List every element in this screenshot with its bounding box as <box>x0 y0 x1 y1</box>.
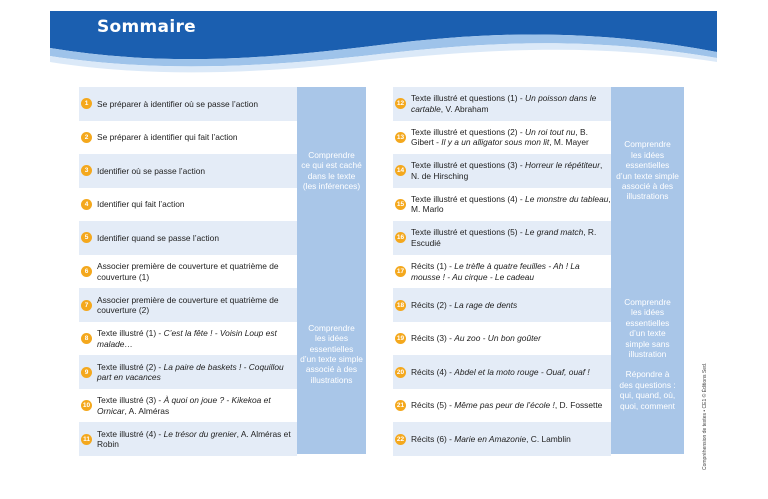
toc-item <box>393 154 611 188</box>
item-number-badge: 8 <box>81 333 92 344</box>
toc-item <box>393 288 611 322</box>
page-title: Sommaire <box>97 17 196 37</box>
item-title-prefix: Texte illustré et questions (5) - <box>411 227 526 238</box>
item-title: Se préparer à identifier qui fait l’action <box>97 132 238 143</box>
item-title-suffix2: , M. Mayer <box>549 137 589 148</box>
side-panel-narratives <box>611 254 684 454</box>
item-title-prefix: Récits (4) - <box>411 366 455 377</box>
toc-item <box>393 389 611 423</box>
toc-item <box>79 389 297 423</box>
item-title-prefix: Texte illustré et questions (2) - <box>411 126 526 137</box>
item-number-badge: 1 <box>81 98 92 109</box>
item-title <box>411 367 590 378</box>
item-title <box>411 227 611 248</box>
item-title <box>411 400 602 411</box>
item-title-prefix: Texte illustré (2) - <box>97 361 164 372</box>
item-number-badge: 20 <box>396 368 405 376</box>
item-number-badge: 15 <box>396 200 405 208</box>
item-title-italic: Un poisson dans le cartable <box>411 93 597 114</box>
item-title-italic: Horreur le répétiteur <box>525 160 600 171</box>
toc-item <box>79 322 297 356</box>
banner-wave-graphic <box>0 0 768 80</box>
toc-item <box>79 154 297 188</box>
item-title-suffix: , B. Gibert - <box>411 126 588 148</box>
header-banner <box>0 0 768 80</box>
item-title <box>97 362 297 383</box>
item-number-badge: 2 <box>81 132 92 143</box>
item-number-badge: 18 <box>396 301 405 309</box>
toc-item <box>393 188 611 222</box>
toc-item <box>393 322 611 356</box>
item-title: Associer première de couverture et quatrième de couverture (2) <box>97 294 279 316</box>
item-number-badge: 10 <box>82 402 91 410</box>
item-title <box>97 395 297 416</box>
toc-item <box>79 221 297 255</box>
item-title-italic: Le trésor du grenier <box>163 428 237 439</box>
side-panel-label: Comprendre ce qui est caché dans le texte (les inférences) <box>301 149 362 191</box>
item-title <box>411 127 611 148</box>
item-title-prefix: Récits (3) - <box>411 333 455 344</box>
item-title <box>97 328 297 349</box>
toc-item <box>79 288 297 322</box>
item-title-prefix: Texte illustré et questions (1) - <box>411 93 526 104</box>
item-title-italic: Marie en Amazonie <box>454 433 527 444</box>
toc-item <box>79 121 297 155</box>
item-title-suffix: , M. Marlo <box>411 193 611 215</box>
item-title <box>411 333 541 344</box>
item-title: Identifier quand se passe l’action <box>97 232 219 243</box>
toc-item <box>79 422 297 456</box>
toc-item <box>79 355 297 389</box>
side-panel-label: Comprendre les idées essentielles d’un texte simple associé à des illustrations <box>616 139 679 202</box>
item-title-italic: Un roi tout nu <box>525 126 576 137</box>
item-title-suffix: , R. Escudié <box>411 227 597 248</box>
item-title-italic: Abdel et la moto rouge - Ouaf, ouaf ! <box>454 366 590 377</box>
item-number-badge: 22 <box>396 435 405 443</box>
item-title-italic2: Il y a un alligator sous mon lit <box>441 137 550 148</box>
item-title-italic: La rage de dents <box>454 299 518 310</box>
item-title <box>411 194 611 215</box>
item-title <box>411 261 611 282</box>
item-title-suffix: , D. Fossette <box>554 400 603 411</box>
item-title-prefix: Récits (6) - <box>411 433 455 444</box>
item-title-italic: Le grand match <box>525 227 584 238</box>
item-title-prefix: Texte illustré (3) - <box>97 395 164 406</box>
side-panel-illustrated-questions <box>611 87 684 254</box>
item-number-badge: 4 <box>81 199 92 210</box>
item-title: Identifier où se passe l’action <box>97 165 206 176</box>
item-title-prefix: Récits (2) - <box>411 299 455 310</box>
item-number-badge: 12 <box>396 100 405 108</box>
item-title-prefix: Récits (5) - <box>411 400 455 411</box>
toc-item <box>79 255 297 289</box>
item-title <box>411 300 517 311</box>
item-number-badge: 16 <box>396 234 405 242</box>
toc-item <box>393 422 611 456</box>
item-title-italic: C’est la fête ! - Voisin Loup est malade… <box>97 328 277 349</box>
item-title: Identifier qui fait l’action <box>97 199 185 210</box>
item-title-italic: Le trèfle à quatre feuilles - Ah ! La mousse ! - Au cirque - Le cadeau <box>411 261 580 282</box>
item-title <box>411 434 571 445</box>
item-number-badge: 11 <box>81 434 92 445</box>
toc-item <box>393 255 611 289</box>
item-number-badge: 17 <box>396 268 405 275</box>
item-title <box>97 429 297 450</box>
item-number-badge: 21 <box>396 402 405 410</box>
item-number-badge: 5 <box>81 232 92 243</box>
item-title: Associer première de couverture et quatrième de couverture (1) <box>97 261 279 282</box>
item-title-prefix: Texte illustré et questions (3) - <box>411 160 526 171</box>
item-title: Se préparer à identifier où se passe l’action <box>97 98 259 109</box>
item-title-italic: Le monstre du tableau <box>525 193 609 204</box>
item-title-prefix: Texte illustré (4) - <box>97 428 164 439</box>
copyright-note: Compréhension de textes • CE1 © Éditions Sed. <box>702 362 708 470</box>
item-number-badge: 6 <box>81 266 92 277</box>
side-panel-label: Comprendre les idées essentielles d’un texte simple sans illustration <box>624 296 671 359</box>
toc-item <box>393 221 611 255</box>
item-title-suffix: , V. Abraham <box>440 103 489 114</box>
item-title-prefix: Récits (1) - <box>411 261 455 271</box>
toc-item <box>79 188 297 222</box>
item-title-prefix: Texte illustré (1) - <box>97 328 164 339</box>
item-title-italic: À quoi on joue ? - Kikekoa et Ornicar <box>97 395 271 416</box>
side-panel-inferences <box>297 87 366 254</box>
toc-item <box>79 87 297 121</box>
toc-item <box>393 87 611 121</box>
item-title-suffix: , C. Lamblin <box>526 433 571 444</box>
item-title <box>411 93 611 114</box>
item-number-badge: 13 <box>396 133 405 141</box>
item-title-prefix: Texte illustré et questions (4) - <box>411 193 526 204</box>
item-number-badge: 3 <box>81 165 92 176</box>
item-number-badge: 14 <box>396 167 405 175</box>
item-title-suffix: , A. Alméras <box>124 405 170 416</box>
item-title-italic: Même pas peur de l’école ! <box>454 400 555 411</box>
side-panel-label-questions: Répondre à des questions : qui, quand, où, quoi, comment <box>619 369 676 411</box>
toc-item <box>393 355 611 389</box>
item-number-badge: 9 <box>81 367 92 378</box>
item-title-italic: La paire de baskets ! - Coquillou part en vacances <box>97 361 284 383</box>
item-title-suffix: , A. Alméras et Robin <box>97 428 291 450</box>
item-number-badge: 19 <box>396 335 405 343</box>
side-panel-label: Comprendre les idées essentielles d’un texte simple associé à des illustrations <box>300 322 363 385</box>
side-panel-illustrated-texts <box>297 254 366 454</box>
item-number-badge: 7 <box>81 300 92 311</box>
item-title-suffix: , N. de Hirsching <box>411 160 603 181</box>
item-title-italic: Au zoo - Un bon goûter <box>454 333 541 344</box>
item-title <box>411 160 611 181</box>
toc-item <box>393 121 611 155</box>
